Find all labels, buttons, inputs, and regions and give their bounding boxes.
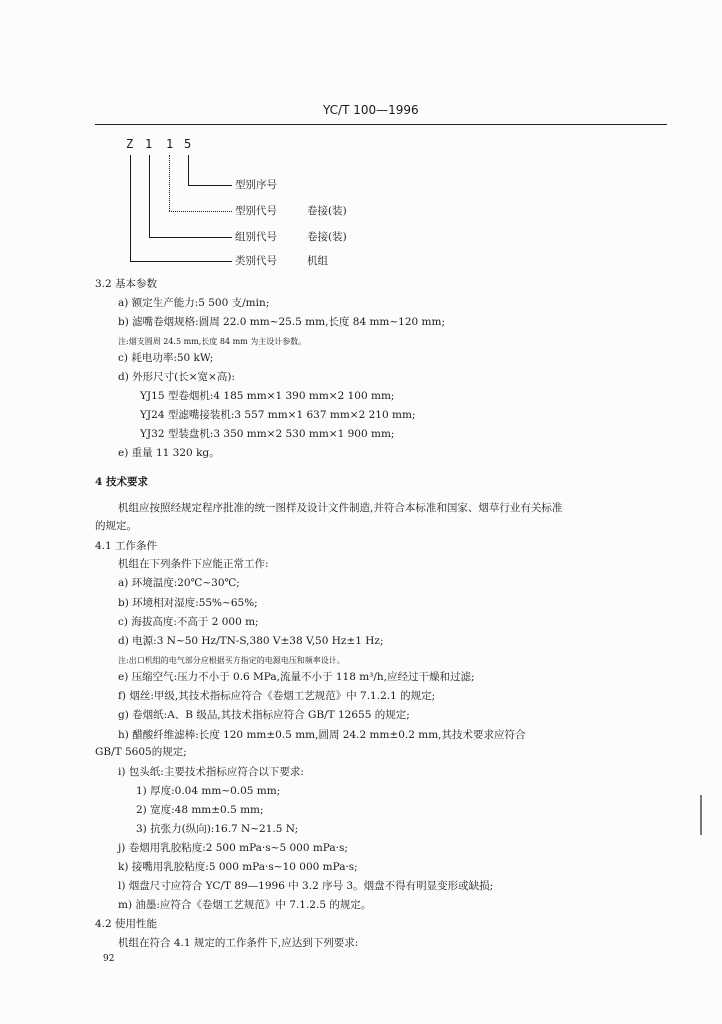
code-char-1: Z [126,137,134,151]
code-line-horizontal-2 [169,211,232,212]
condition-e: e) 压缩空气:压力不小于 0.6 MPa,流量不小于 118 m³/h,应经过干燥和过滤; [118,671,475,683]
condition-i-3: 3) 抗张力(纵向):16.7 N~21.5 N; [136,823,299,835]
code-label-row-3: 组别代号 [235,231,277,243]
section-4-1-intro: 机组在下列条件下应能正常工作: [118,558,269,570]
code-char-3: 1 [166,137,174,151]
code-label-row-1: 型别序号 [235,179,277,191]
code-line-vertical-4 [188,155,189,185]
condition-f: f) 烟丝:甲级,其技术指标应符合《卷烟工艺规范》中 7.1.2.1 的规定; [118,690,436,702]
section-4-2-intro: 机组在符合 4.1 规定的工作条件下,应达到下列要求: [118,937,359,949]
condition-l: l) 烟盘尺寸应符合 YC/T 89—1996 中 3.2 序号 3。烟盘不得有明显变形或缺损; [118,880,494,892]
condition-b: b) 环境相对湿度:55%~65%; [118,597,258,609]
condition-h-line-1: h) 醋酸纤维滤棒:长度 120 mm±0.5 mm,圆周 24.2 mm±0.2 mm,其技术要求应符合 [118,729,526,741]
section-3-2-heading: 3.2 基本参数 [95,278,158,290]
param-d-yj15: YJ15 型卷烟机:4 185 mm×1 390 mm×2 100 mm; [140,390,395,402]
header-standard-code: YC/T 100—1996 [323,103,419,117]
condition-i-1: 1) 厚度:0.04 mm~0.05 mm; [136,785,281,797]
param-e: e) 重量 11 320 kg。 [118,447,220,459]
code-line-horizontal-3 [149,237,232,238]
code-label-row-2: 型别代号 [235,205,277,217]
param-d-yj24: YJ24 型滤嘴接装机:3 557 mm×1 637 mm×2 210 mm; [140,409,416,421]
condition-g: g) 卷烟纸:A、B 级品,其技术指标应符合 GB/T 12655 的规定; [118,709,410,721]
code-line-vertical-2 [149,155,150,237]
code-value-row-4: 机组 [307,255,328,267]
param-d-yj32: YJ32 型装盘机:3 350 mm×2 530 mm×1 900 mm; [140,428,395,440]
code-label-row-4: 类别代号 [235,255,277,267]
code-value-row-3: 卷接(装) [307,231,347,243]
section-4-intro-line-1: 机组应按照经规定程序批准的统一图样及设计文件制造,并符合本标准和国家、烟草行业有关标准 [118,502,563,514]
param-a: a) 额定生产能力:5 500 支/min; [118,297,270,309]
page-number: 92 [103,954,115,964]
section-4-2-heading: 4.2 使用性能 [95,918,158,930]
condition-h-line-2: GB/T 5605的规定; [95,746,187,758]
scan-edge-mark [700,795,702,835]
param-b: b) 滤嘴卷烟规格:圆周 22.0 mm~25.5 mm,长度 84 mm~120 mm; [118,316,446,328]
param-c: c) 耗电功率:50 kW; [118,352,214,364]
code-line-horizontal-1 [188,185,232,186]
section-4-intro-line-2: 的规定。 [95,520,137,532]
condition-j: j) 卷烟用乳胶粘度:2 500 mPa·s~5 000 mPa·s; [118,842,348,854]
code-line-vertical-1 [130,155,131,261]
code-line-horizontal-4 [130,261,232,262]
param-d: d) 外形尺寸(长×宽×高): [118,371,235,383]
condition-k: k) 接嘴用乳胶粘度:5 000 mPa·s~10 000 mPa·s; [118,861,358,873]
condition-m: m) 油墨:应符合《卷烟工艺规范》中 7.1.2.5 的规定。 [118,899,372,911]
code-char-4: 5 [184,137,192,151]
condition-d-note: 注:出口机组的电气部分应根据买方指定的电源电压和频率设计。 [118,656,345,665]
condition-i-2: 2) 宽度:48 mm±0.5 mm; [136,804,264,816]
code-value-row-2: 卷接(装) [307,205,347,217]
condition-a: a) 环境温度:20℃~30℃; [118,577,240,589]
code-line-vertical-3 [169,155,170,211]
section-4-1-heading: 4.1 工作条件 [95,540,158,552]
header-rule [95,124,667,125]
section-4-heading: 4 技术要求 [95,476,148,488]
condition-i: i) 包头纸:主要技术指标应符合以下要求: [118,766,304,778]
condition-c: c) 海拔高度:不高于 2 000 m; [118,616,259,628]
condition-d: d) 电源:3 N~50 Hz/TN-S,380 V±38 V,50 Hz±1 Hz; [118,635,384,647]
param-b-note: 注:烟支圆周 24.5 mm,长度 84 mm 为主设计参数。 [118,337,307,346]
code-char-2: 1 [145,137,153,151]
